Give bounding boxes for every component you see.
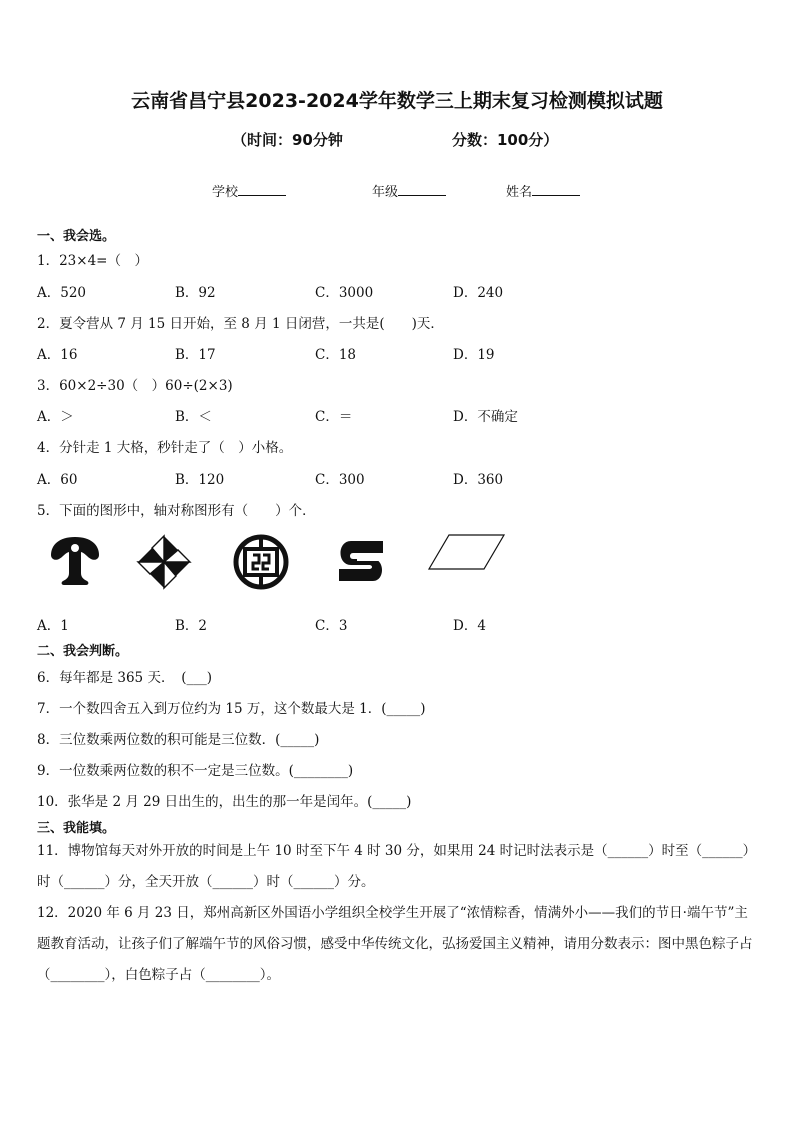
judge-item: 9．一位数乘两位数的积不一定是三位数。(________) xyxy=(37,763,354,779)
option-a: A．16 xyxy=(37,347,78,363)
school-blank xyxy=(238,183,286,196)
symmetry-figures xyxy=(45,533,515,599)
judge-item: 8．三位数乘两位数的积可能是三位数．(_____) xyxy=(37,732,320,748)
exam-score: 分数：100分） xyxy=(452,131,559,149)
option-c: C．18 xyxy=(315,347,357,363)
section-heading-fill: 三、我能填。 xyxy=(37,821,116,836)
mushroom-logo-icon xyxy=(49,533,101,589)
question-stem: 4．分针走 1 大格，秒针走了（ ）小格。 xyxy=(37,440,293,456)
grade-blank xyxy=(398,183,446,196)
name-label: 姓名 xyxy=(506,185,533,200)
question-stem: 2．夏令营从 7 月 15 日开始，至 8 月 1 日闭营，一共是( )天． xyxy=(37,316,444,332)
question-stem: 1．23×4=（ ） xyxy=(37,253,148,269)
option-c: C．3 xyxy=(315,618,348,634)
option-b: B．＜ xyxy=(175,409,212,425)
question-stem: 5．下面的图形中，轴对称图形有（ ）个． xyxy=(37,503,316,519)
option-d: D．4 xyxy=(453,618,486,634)
option-b: B．2 xyxy=(175,618,208,634)
option-d: D．360 xyxy=(453,472,504,488)
name-blank xyxy=(532,183,580,196)
option-d: D．不确定 xyxy=(453,409,518,425)
school-label: 学校 xyxy=(212,185,239,200)
option-a: A．520 xyxy=(37,285,87,301)
option-a: A．60 xyxy=(37,472,78,488)
section-heading-judge: 二、我会判断。 xyxy=(37,644,129,659)
option-a: A．1 xyxy=(37,618,69,634)
section-heading-choice: 一、我会选。 xyxy=(37,229,116,244)
s-logo-icon xyxy=(333,533,389,589)
grade-field xyxy=(372,181,446,200)
fill-question-12: 12．2020 年 6 月 23 日，郑州高新区外国语小学组织全校学生开展了“浓情粽香，情满外小——我们的节日·端午节”主题教育活动，让孩子们了解端午节的风俗习惯，感受中华传统文化，弘扬爱国主义精神，请用分数表示：图中黑色粽子占（________），白色粽子占（________）。 xyxy=(37,905,753,983)
option-a: A．＞ xyxy=(37,409,74,425)
page-title: 云南省昌宁县2023-2024学年数学三上期末复习检测模拟试题 xyxy=(131,90,663,112)
name-field xyxy=(506,181,580,200)
option-d: D．19 xyxy=(453,347,495,363)
option-d: D．240 xyxy=(453,285,504,301)
option-c: C．300 xyxy=(315,472,365,488)
judge-item: 10．张华是 2 月 29 日出生的，出生的那一年是闰年。(_____) xyxy=(37,794,412,810)
grade-label: 年级 xyxy=(372,185,399,200)
question-stem: 3．60×2÷30（ ）60÷(2×3) xyxy=(37,378,233,394)
fill-question-11: 11．博物馆每天对外开放的时间是上午 10 时至下午 4 时 30 分，如果用 24 时记时法表示是（______）时至（______）时（______）分，全天开放（______）时（______）分。 xyxy=(37,843,750,890)
exam-subtitle xyxy=(0,129,794,151)
school-field xyxy=(212,181,286,200)
option-c: C．3000 xyxy=(315,285,374,301)
option-b: B．17 xyxy=(175,347,216,363)
bank-logo-icon xyxy=(233,533,289,591)
option-b: B．120 xyxy=(175,472,225,488)
option-b: B．92 xyxy=(175,285,216,301)
pinwheel-icon xyxy=(135,533,193,591)
judge-item: 6．每年都是 365 天． (___) xyxy=(37,670,212,686)
judge-item: 7．一个数四舍五入到万位约为 15 万，这个数最大是 1．(_____) xyxy=(37,701,426,717)
exam-time: （时间：90分钟 xyxy=(232,131,343,149)
parallelogram-icon xyxy=(427,533,507,573)
option-c: C．＝ xyxy=(315,409,353,425)
